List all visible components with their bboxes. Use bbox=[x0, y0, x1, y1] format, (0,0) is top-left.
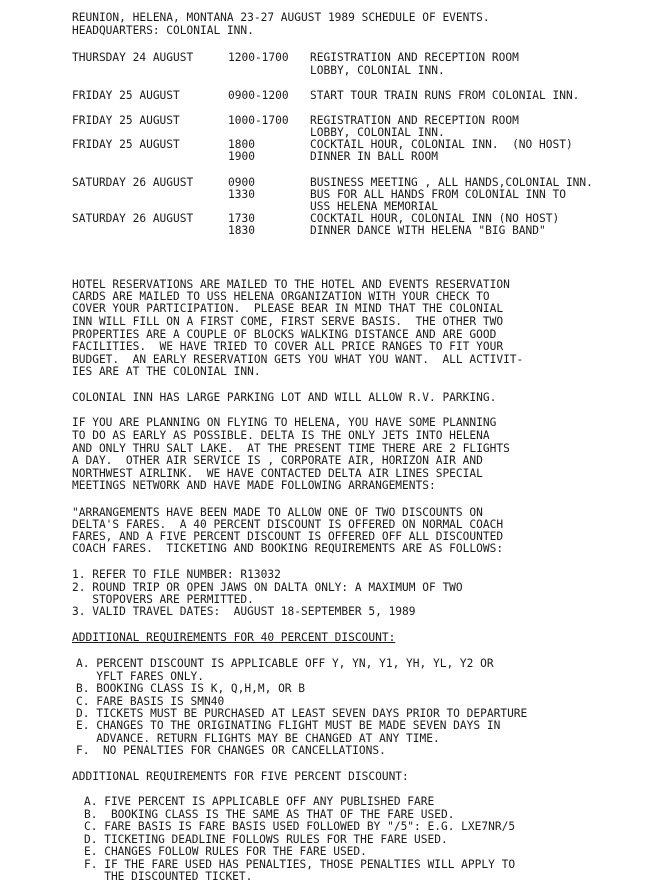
schedule-day: FRIDAY 25 AUGUST bbox=[72, 138, 180, 151]
schedule-event: BUSINESS MEETING , ALL HANDS,COLONIAL INN. bbox=[310, 176, 593, 189]
text-line: FACILITIES. WE HAVE TRIED TO COVER ALL PRICE RANGES TO FIT YOUR bbox=[72, 340, 504, 353]
text-line: INN WILL FILL ON A FIRST COME, FIRST SERVE BASIS. THE OTHER TWO bbox=[72, 315, 504, 328]
text-line: COACH FARES. TICKETING AND BOOKING REQUIREMENTS ARE AS FOLLOWS: bbox=[72, 542, 504, 555]
list-item: D. TICKETS MUST BE PURCHASED AT LEAST SEVEN DAYS PRIOR TO DEPARTURE bbox=[76, 707, 528, 720]
list-item: YFLT FARES ONLY. bbox=[76, 670, 204, 683]
schedule-time: 1830 bbox=[228, 224, 255, 237]
text-line: A DAY. OTHER AIR SERVICE IS , CORPORATE AIR, HORIZON AIR AND bbox=[72, 454, 483, 467]
parking-paragraph: COLONIAL INN HAS LARGE PARKING LOT AND WILL ALLOW R.V. PARKING. bbox=[72, 391, 497, 404]
document-title: REUNION, HELENA, MONTANA 23-27 AUGUST 1989 SCHEDULE OF EVENTS. bbox=[72, 11, 490, 24]
list-item: F. NO PENALTIES FOR CHANGES OR CANCELLATIONS. bbox=[76, 744, 386, 757]
schedule-day: SATURDAY 26 AUGUST bbox=[72, 176, 194, 189]
schedule-event: LOBBY, COLONIAL INN. bbox=[310, 126, 445, 139]
list-item: THE DISCOUNTED TICKET. bbox=[84, 870, 253, 883]
text-line: BUDGET. AN EARLY RESERVATION GETS YOU WHAT YOU WANT. ALL ACTIVIT- bbox=[72, 353, 524, 366]
schedule-event: BUS FOR ALL HANDS FROM COLONIAL INN TO bbox=[310, 188, 566, 201]
list-item: C. FARE BASIS IS FARE BASIS USED FOLLOWED BY "/5": E.G. LXE7NR/5 bbox=[84, 820, 516, 833]
list-item: 1. REFER TO FILE NUMBER: R13032 bbox=[72, 568, 281, 581]
schedule-time: 1000-1700 bbox=[228, 114, 289, 127]
schedule-event: REGISTRATION AND RECEPTION ROOM bbox=[310, 114, 519, 127]
schedule-event: REGISTRATION AND RECEPTION ROOM bbox=[310, 51, 519, 64]
list-item: E. CHANGES FOLLOW RULES FOR THE FARE USED. bbox=[84, 845, 367, 858]
list-item: E. CHANGES TO THE ORIGINATING FLIGHT MUST BE MADE SEVEN DAYS IN bbox=[76, 719, 501, 732]
forty-percent-heading: ADDITIONAL REQUIREMENTS FOR 40 PERCENT DISCOUNT: bbox=[72, 631, 396, 644]
text-line: MEETINGS NETWORK AND HAVE MADE FOLLOWING ARRANGEMENTS: bbox=[72, 479, 436, 492]
list-item: B. BOOKING CLASS IS THE SAME AS THAT OF THE FARE USED. bbox=[84, 808, 455, 821]
schedule-event: COCKTAIL HOUR, COLONIAL INN (NO HOST) bbox=[310, 212, 560, 225]
schedule-event: LOBBY, COLONIAL INN. bbox=[310, 64, 445, 77]
five-percent-heading: ADDITIONAL REQUIREMENTS FOR FIVE PERCENT DISCOUNT: bbox=[72, 770, 409, 783]
text-line: IF YOU ARE PLANNING ON FLYING TO HELENA, YOU HAVE SOME PLANNING bbox=[72, 416, 497, 429]
schedule-time: 1730 bbox=[228, 212, 255, 225]
text-line: AND ONLY THRU SALT LAKE. AT THE PRESENT TIME THERE ARE 2 FLIGHTS bbox=[72, 442, 510, 455]
schedule-time: 1200-1700 bbox=[228, 51, 289, 64]
schedule-day: FRIDAY 25 AUGUST bbox=[72, 89, 180, 102]
headquarters-line: HEADQUARTERS: COLONIAL INN. bbox=[72, 24, 254, 37]
schedule-time: 0900-1200 bbox=[228, 89, 289, 102]
list-item: 3. VALID TRAVEL DATES: AUGUST 18-SEPTEMBER 5, 1989 bbox=[72, 605, 416, 618]
schedule-event: START TOUR TRAIN RUNS FROM COLONIAL INN. bbox=[310, 89, 580, 102]
list-item: B. BOOKING CLASS IS K, Q,H,M, OR B bbox=[76, 682, 306, 695]
schedule-event: DINNER IN BALL ROOM bbox=[310, 150, 438, 163]
text-line: CARDS ARE MAILED TO USS HELENA ORGANIZATION WITH YOUR CHECK TO bbox=[72, 290, 490, 303]
text-line: FARES, AND A FIVE PERCENT DISCOUNT IS OFFERED OFF ALL DISCOUNTED bbox=[72, 530, 504, 543]
schedule-event: COCKTAIL HOUR, COLONIAL INN. (NO HOST) bbox=[310, 138, 573, 151]
text-line: "ARRANGEMENTS HAVE BEEN MADE TO ALLOW ONE OF TWO DISCOUNTS ON bbox=[72, 506, 483, 519]
text-line: NORTHWEST AIRLINK. WE HAVE CONTACTED DELTA AIR LINES SPECIAL bbox=[72, 467, 483, 480]
list-item: C. FARE BASIS IS SMN40 bbox=[76, 695, 225, 708]
list-item: STOPOVERS ARE PERMITTED. bbox=[72, 593, 254, 606]
list-item: F. IF THE FARE USED HAS PENALTIES, THOSE PENALTIES WILL APPLY TO bbox=[84, 858, 516, 871]
text-line: HOTEL RESERVATIONS ARE MAILED TO THE HOTEL AND EVENTS RESERVATION bbox=[72, 278, 510, 291]
list-item: D. TICKETING DEADLINE FOLLOWS RULES FOR THE FARE USED. bbox=[84, 833, 448, 846]
text-line: DELTA'S FARES. A 40 PERCENT DISCOUNT IS OFFERED ON NORMAL COACH bbox=[72, 518, 504, 531]
schedule-time: 1330 bbox=[228, 188, 255, 201]
schedule-day: FRIDAY 25 AUGUST bbox=[72, 114, 180, 127]
text-line: IES ARE AT THE COLONIAL INN. bbox=[72, 365, 261, 378]
text-line: COVER YOUR PARTICIPATION. PLEASE BEAR IN MIND THAT THE COLONIAL bbox=[72, 302, 504, 315]
schedule-time: 0900 bbox=[228, 176, 255, 189]
list-item: 2. ROUND TRIP OR OPEN JAWS ON DALTA ONLY: A MAXIMUM OF TWO bbox=[72, 581, 463, 594]
schedule-time: 1800 bbox=[228, 138, 255, 151]
text-line: PROPERTIES ARE A COUPLE OF BLOCKS WALKING DISTANCE AND ARE GOOD bbox=[72, 328, 497, 341]
list-item: A. PERCENT DISCOUNT IS APPLICABLE OFF Y, YN, Y1, YH, YL, Y2 OR bbox=[76, 657, 494, 670]
text-line: TO DO AS EARLY AS POSSIBLE. DELTA IS THE ONLY JETS INTO HELENA bbox=[72, 429, 490, 442]
schedule-day: SATURDAY 26 AUGUST bbox=[72, 212, 194, 225]
schedule-event: DINNER DANCE WITH HELENA "BIG BAND" bbox=[310, 224, 546, 237]
schedule-day: THURSDAY 24 AUGUST bbox=[72, 51, 194, 64]
schedule-time: 1900 bbox=[228, 150, 255, 163]
list-item: A. FIVE PERCENT IS APPLICABLE OFF ANY PUBLISHED FARE bbox=[84, 795, 435, 808]
list-item: ADVANCE. RETURN FLIGHTS MAY BE CHANGED AT ANY TIME. bbox=[76, 732, 440, 745]
schedule-event: USS HELENA MEMORIAL bbox=[310, 200, 438, 213]
